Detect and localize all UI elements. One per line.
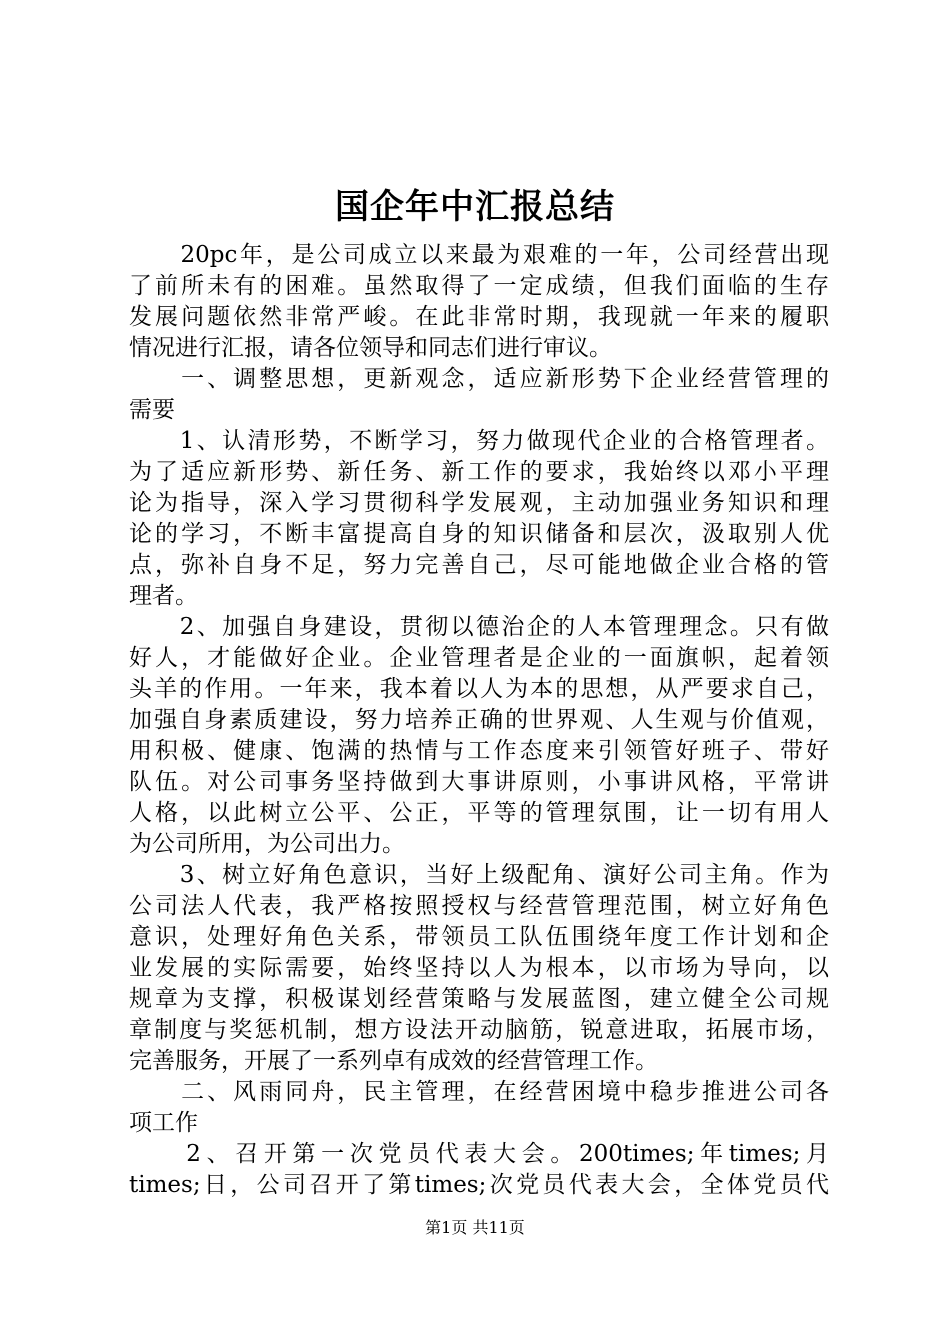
page-footer: 第1页 共11页 (425, 1218, 525, 1237)
body-line: 业发展的实际需要，始终坚持以人为根本，以市场为导向，以 (129, 955, 829, 981)
body-line: 为了适应新形势、新任务、新工作的要求，我始终以邓小平理 (129, 459, 829, 485)
body-line: 项工作 (129, 1110, 198, 1136)
document-title: 国企年中汇报总结 (335, 187, 615, 227)
body-line: 队伍。对公司事务坚持做到大事讲原则，小事讲风格，平常讲 (129, 769, 829, 795)
body-line: 头羊的作用。一年来，我本着以人为本的思想，从严要求自己， (129, 676, 829, 702)
body-line: 二、风雨同舟，民主管理，在经营困境中稳步推进公司各 (129, 1079, 829, 1105)
body-line: 意识，处理好角色关系，带领员工队伍围绕年度工作计划和企 (129, 924, 829, 950)
body-line: 理者。 (129, 583, 198, 609)
body-line: 20pc年，是公司成立以来最为艰难的一年，公司经营出现 (129, 242, 829, 268)
body-line: 为公司所用，为公司出力。 (129, 831, 405, 857)
body-line: 1、认清形势，不断学习，努力做现代企业的合格管理者。 (129, 428, 829, 454)
body-line: 论的学习，不断丰富提高自身的知识储备和层次，汲取别人优 (129, 521, 829, 547)
body-line: 了前所未有的困难。虽然取得了一定成绩，但我们面临的生存 (129, 273, 829, 299)
body-line: 用积极、健康、饱满的热情与工作态度来引领管好班子、带好 (129, 738, 829, 764)
body-line: 发展问题依然非常严峻。在此非常时期，我现就一年来的履职 (129, 304, 829, 330)
body-line: 情况进行汇报，请各位领导和同志们进行审议。 (129, 335, 612, 361)
body-line: 3、树立好角色意识，当好上级配角、演好公司主角。作为 (129, 862, 829, 888)
body-line: 加强自身素质建设，努力培养正确的世界观、人生观与价值观， (129, 707, 829, 733)
body-line: 规章为支撑，积极谋划经营策略与发展蓝图，建立健全公司规 (129, 986, 829, 1012)
body-line: 公司法人代表，我严格按照授权与经营管理范围，树立好角色 (129, 893, 829, 919)
body-line: 人格，以此树立公平、公正，平等的管理氛围，让一切有用人 (129, 800, 829, 826)
body-line: times;日，公司召开了第times;次党员代表大会，全体党员代 (129, 1172, 829, 1198)
body-line: 一、调整思想，更新观念，适应新形势下企业经营管理的 (129, 366, 829, 392)
body-line: 需要 (129, 397, 175, 423)
body-line: 论为指导，深入学习贯彻科学发展观，主动加强业务知识和理 (129, 490, 829, 516)
body-line: 2、召开第一次党员代表大会。200times;年times;月 (129, 1141, 829, 1167)
body-line: 点，弥补自身不足，努力完善自己，尽可能地做企业合格的管 (129, 552, 829, 578)
body-line: 2、加强自身建设，贯彻以德治企的人本管理理念。只有做 (129, 614, 829, 640)
document-body (129, 240, 829, 1201)
body-line: 完善服务，开展了一系列卓有成效的经营管理工作。 (129, 1048, 658, 1074)
body-line: 章制度与奖惩机制，想方设法开动脑筋，锐意进取，拓展市场， (129, 1017, 829, 1043)
body-line: 好人，才能做好企业。企业管理者是企业的一面旗帜，起着领 (129, 645, 829, 671)
